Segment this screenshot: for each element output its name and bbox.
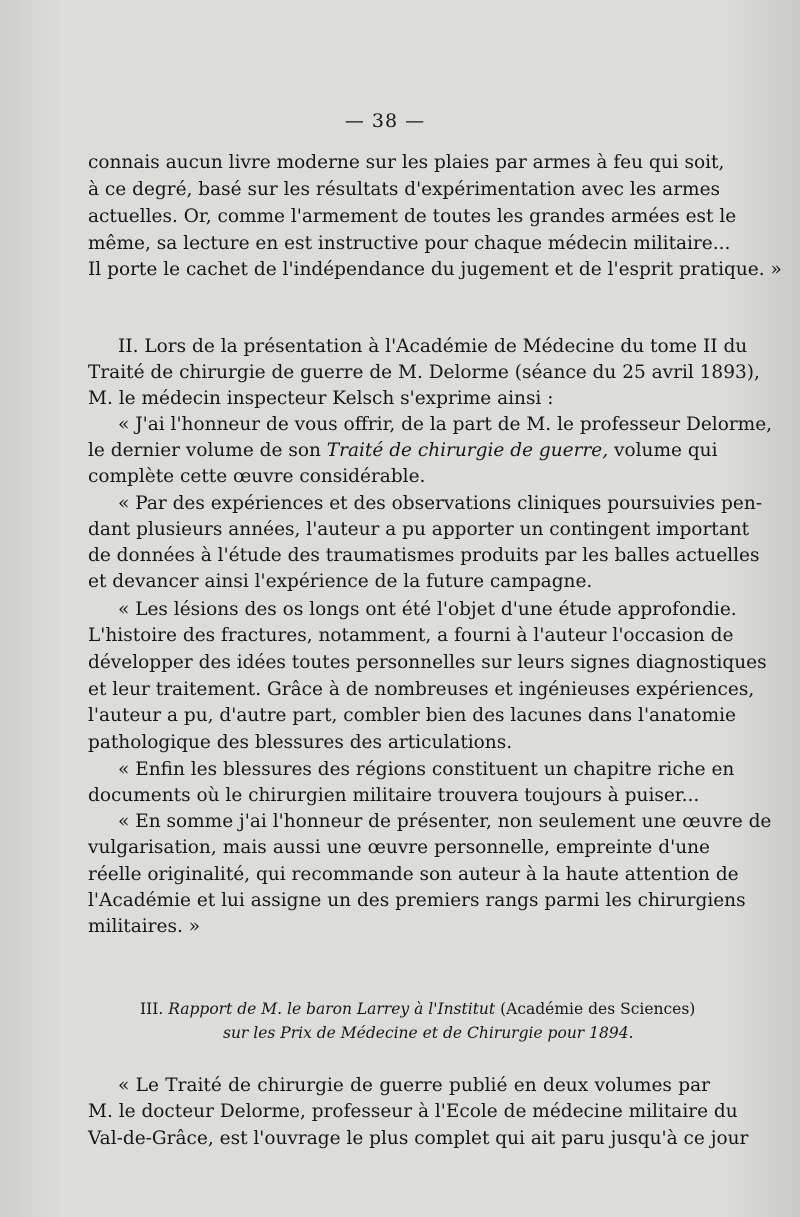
page-number: — 38 — [344, 110, 426, 132]
text-span: volume qui [614, 440, 718, 461]
text-line: l'auteur a pu, d'autre part, combler bien des lacunes dans l'anatomie [88, 705, 737, 726]
text-line: Val-de-Grâce, est l'ouvrage le plus complet qui ait paru jusqu'à ce jour [88, 1128, 749, 1149]
text-line: et leur traitement. Grâce à de nombreuses et ingénieuses expériences, [88, 679, 755, 700]
text-line: même, sa lecture en est instructive pour chaque médecin militaire... [88, 233, 731, 254]
text-line: « Enfin les blessures des régions constituent un chapitre riche en [118, 759, 735, 780]
text-line: Il porte le cachet de l'indépendance du jugement et de l'esprit pratique. » [88, 259, 782, 280]
text-line: « Les lésions des os longs ont été l'objet d'une étude approfondie. [118, 599, 737, 620]
text-line: documents où le chirurgien militaire trouvera toujours à puiser... [88, 785, 700, 806]
report-academy: (Académie des Sciences) [500, 1000, 696, 1018]
section-3-subtitle [223, 1022, 634, 1044]
text-line: « J'ai l'honneur de vous offrir, de la part de M. le professeur Delorme, [118, 414, 773, 435]
text-line: pathologique des blessures des articulations. [88, 732, 513, 753]
report-title: Rapport de M. le baron Larrey à l'Institut [168, 1000, 496, 1018]
text-line: connais aucun livre moderne sur les plaies par armes à feu qui soit, [88, 152, 725, 173]
text-line: militaires. » [88, 916, 201, 937]
text-line: dant plusieurs années, l'auteur a pu apporter un contingent important [88, 519, 750, 540]
text-line: actuelles. Or, comme l'armement de toutes les grandes armées est le [88, 206, 737, 227]
text-line: vulgarisation, mais aussi une œuvre personnelle, empreinte d'une [88, 837, 710, 858]
report-subtitle: sur les Prix de Médecine et de Chirurgie pour 1894. [223, 1024, 634, 1042]
text-line: développer des idées toutes personnelles sur leurs signes diagnostiques [88, 652, 767, 673]
text-line: complète cette œuvre considérable. [88, 466, 426, 487]
section-numeral: III. [140, 1000, 164, 1018]
text-line-with-title [88, 438, 718, 464]
section-3-title [140, 998, 695, 1020]
text-line: à ce degré, basé sur les résultats d'expérimentation avec les armes [88, 179, 721, 200]
text-line: de données à l'étude des traumatismes produits par les balles actuelles [88, 545, 760, 566]
text-line: Traité de chirurgie de guerre de M. Delorme (séance du 25 avril 1893), [88, 362, 760, 383]
text-line: M. le docteur Delorme, professeur à l'Ecole de médecine militaire du [88, 1101, 738, 1122]
text-line: « En somme j'ai l'honneur de présenter, non seulement une œuvre de [118, 811, 772, 832]
text-line: L'histoire des fractures, notamment, a fourni à l'auteur l'occasion de [88, 625, 734, 646]
section-2-heading-line: II. Lors de la présentation à l'Académie de Médecine du tome II du [118, 336, 748, 357]
text-line: réelle originalité, qui recommande son auteur à la haute attention de [88, 864, 739, 885]
text-line: l'Académie et lui assigne un des premiers rangs parmi les chirurgiens [88, 890, 746, 911]
text-line: « Le Traité de chirurgie de guerre publié en deux volumes par [118, 1075, 710, 1096]
text-line: M. le médecin inspecteur Kelsch s'exprime ainsi : [88, 388, 554, 409]
book-title: Traité de chirurgie de guerre, [326, 440, 609, 461]
text-span: le dernier volume de son [88, 440, 321, 461]
text-line: « Par des expériences et des observations cliniques poursuivies pen- [118, 493, 762, 514]
text-line: et devancer ainsi l'expérience de la future campagne. [88, 571, 593, 592]
